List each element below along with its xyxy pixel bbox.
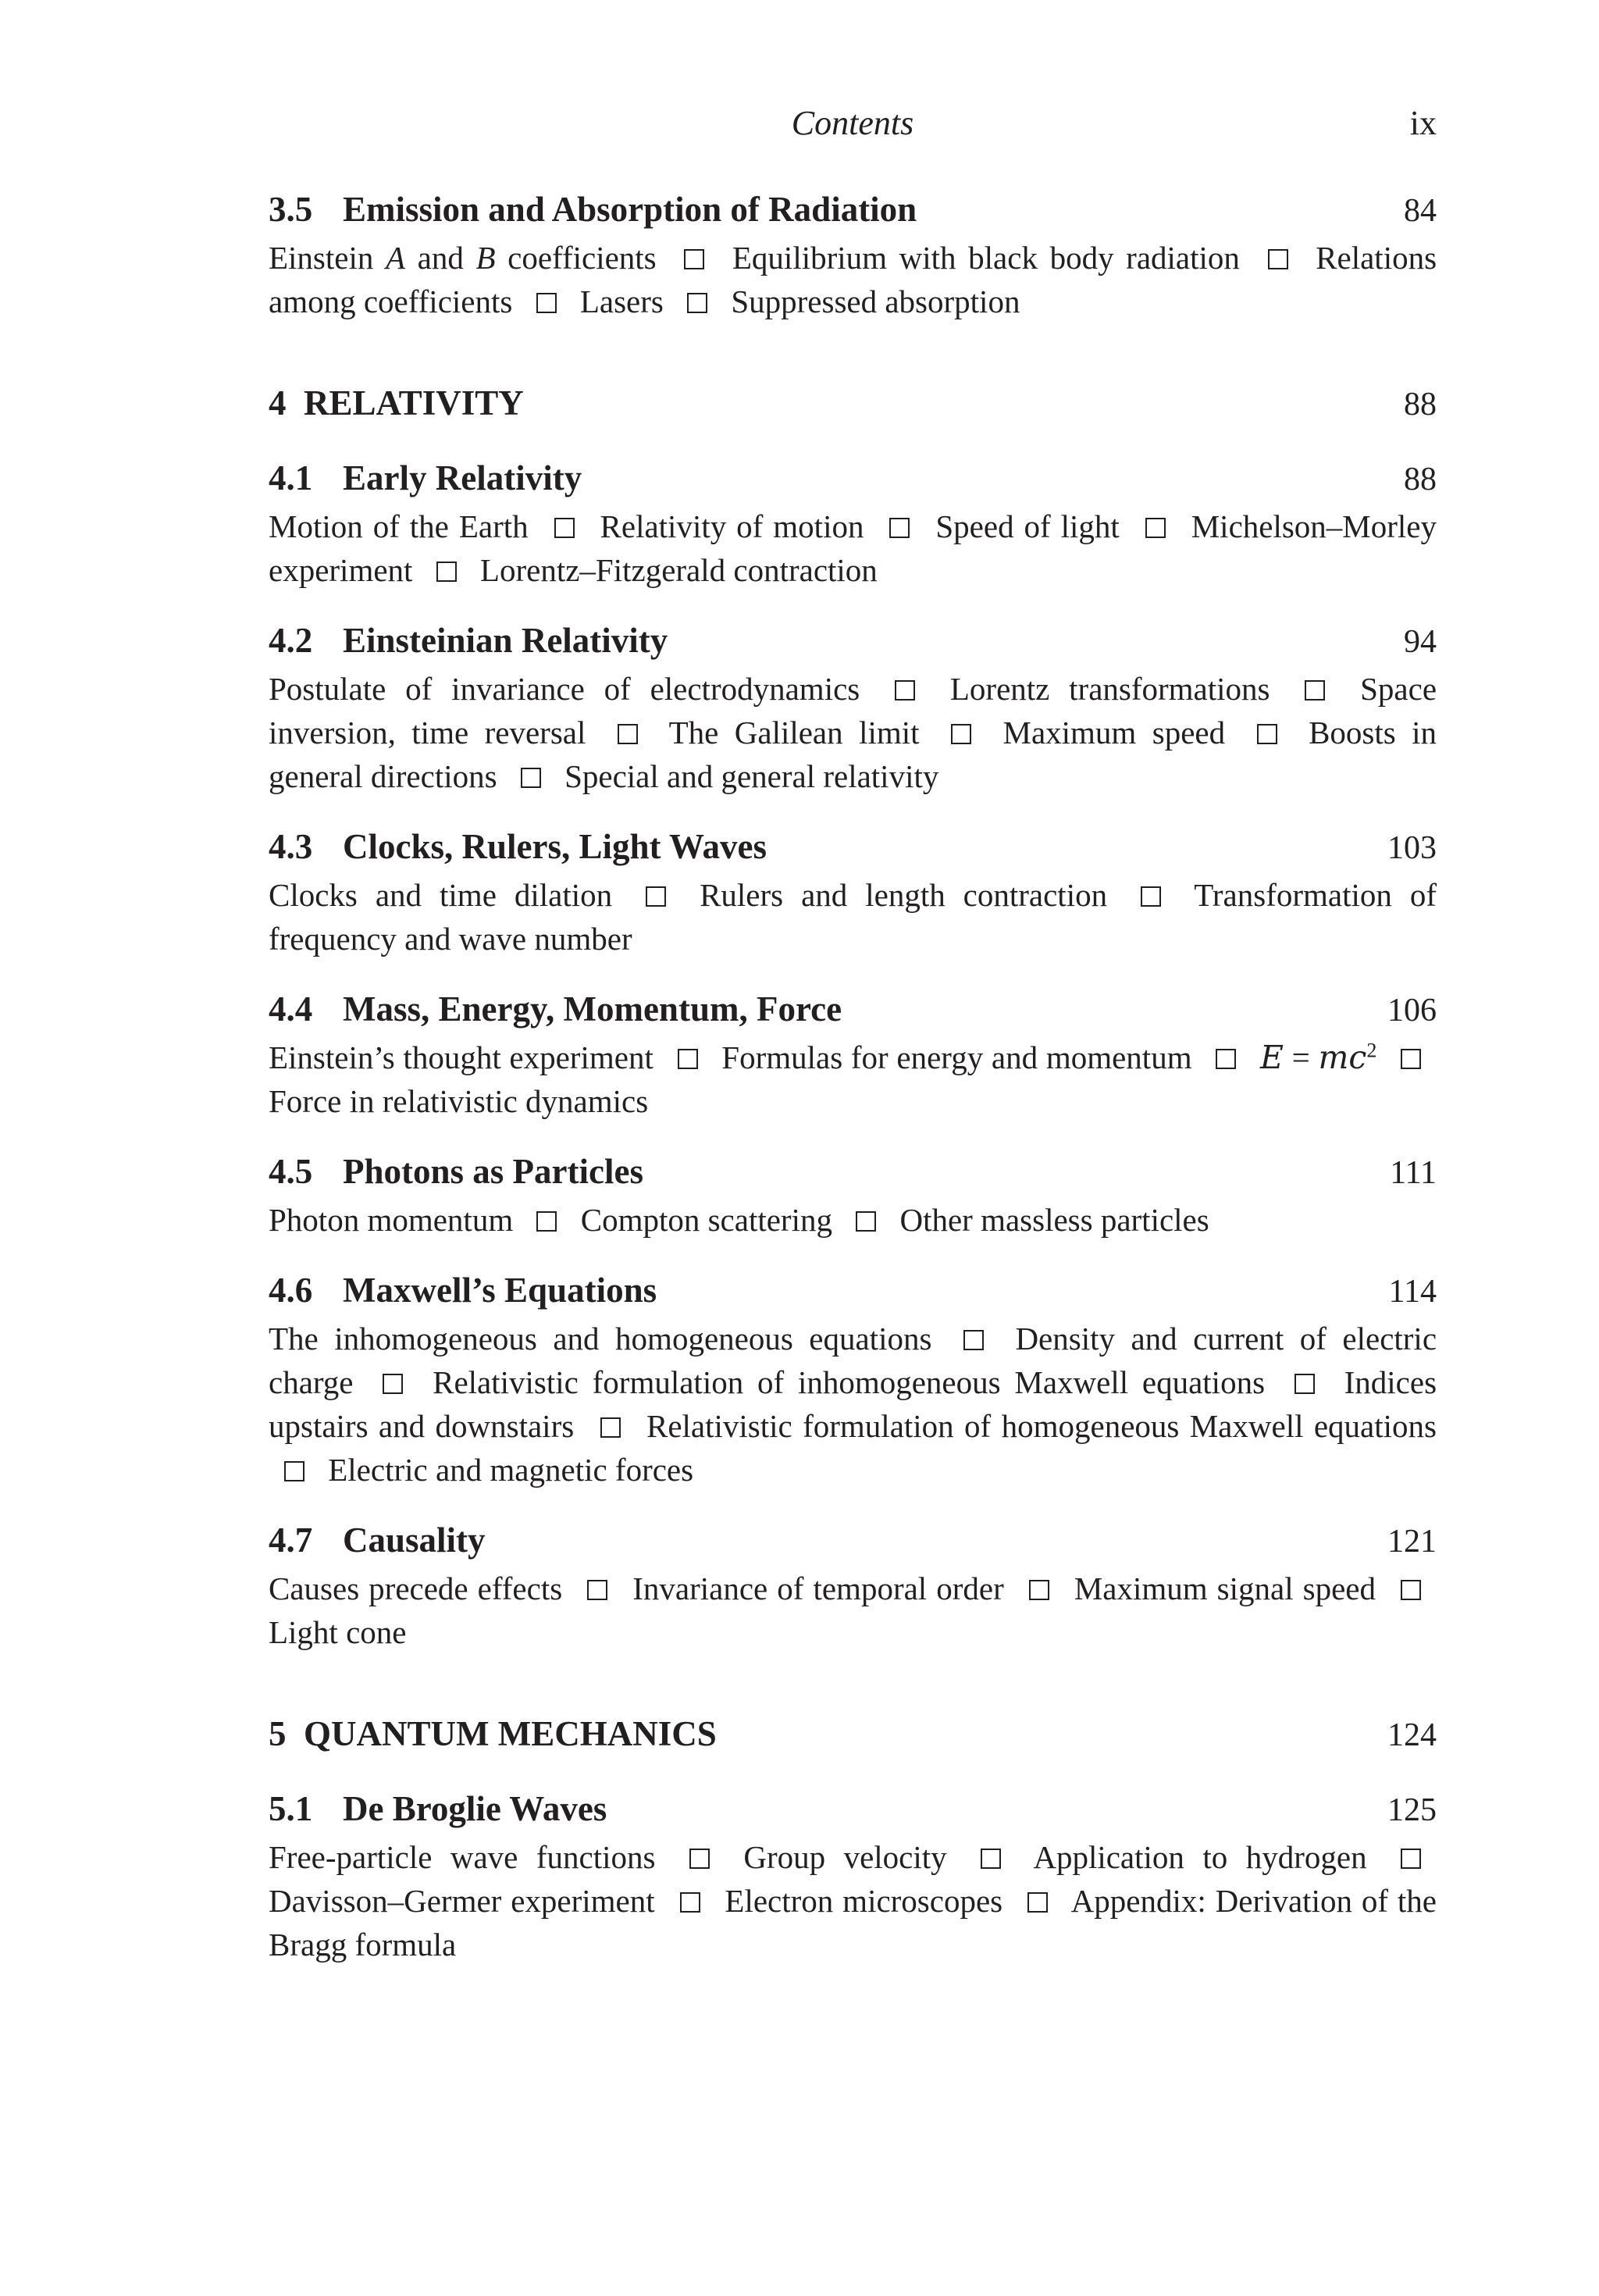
section-topics: [269, 1835, 1437, 1966]
section-title: Causality: [343, 1521, 486, 1560]
topic-separator-box-icon: [981, 1849, 1001, 1869]
section-heading[interactable]: [269, 1146, 1437, 1198]
section-page-number: 111: [1390, 1155, 1437, 1191]
toc-section: [269, 984, 1437, 1123]
page-number: ix: [1409, 104, 1437, 142]
topic-item: Electron microscopes: [725, 1883, 1003, 1919]
section-number: 4.4: [269, 989, 313, 1029]
section-topics: [269, 236, 1437, 323]
section-topics: [269, 873, 1437, 961]
topic-separator-box-icon: [951, 724, 971, 744]
toc-section: [269, 1146, 1437, 1242]
topic-separator-box-icon: [1295, 1374, 1315, 1394]
topic-item: Postulate of invariance of electrodynamics: [269, 671, 860, 707]
section-page-number: 103: [1387, 830, 1437, 866]
topic-item: Relativistic formulation of inhomogeneous Maxwell equations: [433, 1364, 1266, 1400]
section-title-group: [269, 1265, 657, 1315]
section-title-group: [269, 984, 842, 1034]
toc-section: [269, 822, 1437, 961]
section-page-number: 94: [1404, 624, 1437, 660]
topic-item: $E = mc^2$: [1260, 1039, 1377, 1076]
topic-separator-box-icon: [587, 1580, 607, 1600]
topic-item: Relations among coefficients: [269, 240, 1437, 319]
section-number: 4.5: [269, 1152, 313, 1191]
section-number: 4.2: [269, 621, 313, 660]
topic-item: Other massless particles: [899, 1202, 1209, 1238]
topic-separator-box-icon: [678, 1049, 698, 1069]
topic-separator-box-icon: [1216, 1049, 1236, 1069]
topic-item: Lorentz–Fitzgerald contraction: [479, 552, 878, 588]
topic-item: Suppressed absorption: [731, 283, 1020, 319]
topic-item: Relativity of motion: [600, 508, 864, 544]
topic-separator-box-icon: [889, 518, 910, 538]
topic-separator-box-icon: [600, 1417, 621, 1438]
section-heading[interactable]: [269, 184, 1437, 236]
section-heading[interactable]: [269, 984, 1437, 1036]
section-number: 4.6: [269, 1271, 313, 1310]
toc-section: [269, 184, 1437, 323]
section-title-group: [269, 1515, 486, 1565]
section-page-number: 106: [1387, 993, 1437, 1029]
topic-separator-box-icon: [1141, 886, 1161, 907]
topic-item: Rulers and length contraction: [700, 877, 1108, 913]
topic-item: Clocks and time dilation: [269, 877, 613, 913]
topic-item: Relativistic formulation of homogeneous Maxwell equations: [646, 1408, 1437, 1444]
topic-separator-box-icon: [689, 1849, 710, 1869]
section-page-number: 114: [1388, 1274, 1437, 1310]
topic-separator-box-icon: [1401, 1849, 1421, 1869]
topic-separator-box-icon: [536, 293, 557, 313]
section-title: Clocks, Rulers, Light Waves: [343, 827, 767, 866]
toc-section: [269, 453, 1437, 592]
section-title: Photons as Particles: [343, 1152, 643, 1191]
topic-separator-box-icon: [680, 1892, 700, 1913]
section-heading[interactable]: [269, 1515, 1437, 1567]
toc-section: [269, 1265, 1437, 1492]
section-heading[interactable]: [269, 822, 1437, 873]
topic-separator-box-icon: [684, 249, 704, 269]
topic-separator-box-icon: [536, 1211, 557, 1232]
chapter-title: 4 RELATIVITY: [269, 383, 524, 422]
section-title-group: [269, 615, 668, 665]
section-topics: [269, 1198, 1437, 1242]
topic-separator-box-icon: [1029, 1580, 1049, 1600]
topic-separator-box-icon: [856, 1211, 876, 1232]
topic-item: Space inversion, time reversal: [269, 671, 1437, 750]
section-title: Einsteinian Relativity: [343, 621, 668, 660]
topic-item: Electric and magnetic forces: [328, 1452, 694, 1488]
section-title-group: [269, 184, 917, 234]
chapter-page-number: 88: [1404, 387, 1437, 422]
toc-section: [269, 1784, 1437, 1966]
section-heading[interactable]: [269, 615, 1437, 667]
section-title: Mass, Energy, Momentum, Force: [343, 989, 842, 1029]
topic-separator-box-icon: [1305, 680, 1325, 701]
section-number: 3.5: [269, 190, 313, 229]
topic-item: Light cone: [269, 1614, 407, 1650]
topic-separator-box-icon: [618, 724, 638, 744]
topic-separator-box-icon: [1401, 1049, 1421, 1069]
topic-item: Indices upstairs and downstairs: [269, 1364, 1437, 1444]
topic-separator-box-icon: [963, 1330, 984, 1350]
topic-item: Maximum speed: [1002, 715, 1226, 750]
topic-separator-box-icon: [646, 886, 666, 907]
section-page-number: 88: [1404, 462, 1437, 497]
topic-separator-box-icon: [284, 1461, 304, 1481]
topic-separator-box-icon: [1257, 724, 1277, 744]
topic-item: Lasers: [579, 283, 664, 319]
topic-item: Speed of light: [935, 508, 1120, 544]
topic-item: Davisson–Germer experiment: [269, 1883, 655, 1919]
section-title: De Broglie Waves: [343, 1789, 607, 1828]
chapter-page-number: 124: [1387, 1717, 1437, 1753]
section-topics: [269, 1567, 1437, 1654]
topic-item: Photon momentum: [269, 1202, 514, 1238]
topic-item: Boosts in general directions: [269, 715, 1437, 794]
topic-item: Appendix: Derivation of the Bragg formula: [269, 1883, 1437, 1963]
topic-item: Causes precede effects: [269, 1570, 563, 1606]
topic-item: Group velocity: [743, 1839, 947, 1875]
toc-section: [269, 615, 1437, 798]
section-number: 5.1: [269, 1789, 313, 1828]
section-topics: [269, 504, 1437, 592]
topic-item: Einstein A and B coefficients: [269, 240, 657, 276]
topic-item: Force in relativistic dynamics: [269, 1083, 649, 1119]
section-topics: [269, 1317, 1437, 1492]
topic-separator-box-icon: [521, 768, 541, 788]
section-page-number: 121: [1387, 1524, 1437, 1560]
topic-separator-box-icon: [1027, 1892, 1048, 1913]
topic-item: Transformation of frequency and wave number: [269, 877, 1437, 957]
section-number: 4.7: [269, 1521, 313, 1560]
section-heading[interactable]: [269, 453, 1437, 504]
topic-separator-box-icon: [1268, 249, 1288, 269]
topic-separator-box-icon: [1145, 518, 1166, 538]
topic-item: Equilibrium with black body radiation: [732, 240, 1240, 276]
topic-item: Einstein’s thought experiment: [269, 1039, 653, 1075]
section-page-number: 125: [1387, 1792, 1437, 1828]
topic-separator-box-icon: [554, 518, 575, 538]
topic-separator-box-icon: [436, 562, 457, 582]
topic-separator-box-icon: [687, 293, 707, 313]
topic-item: The inhomogeneous and homogeneous equations: [269, 1321, 932, 1357]
chapter-heading[interactable]: [269, 378, 1437, 430]
topic-separator-box-icon: [1401, 1580, 1421, 1600]
topic-item: Density and current of electric charge: [269, 1321, 1437, 1400]
section-title-group: [269, 1784, 607, 1834]
toc-section: [269, 1515, 1437, 1654]
topic-item: Maximum signal speed: [1074, 1570, 1376, 1606]
section-title-group: [269, 822, 767, 872]
section-title-group: [269, 453, 582, 503]
topic-item: Special and general relativity: [564, 758, 939, 794]
section-title: Emission and Absorption of Radiation: [343, 190, 917, 229]
topic-item: Formulas for energy and momentum: [721, 1039, 1192, 1075]
topic-separator-box-icon: [895, 680, 915, 701]
topic-separator-box-icon: [383, 1374, 403, 1394]
section-title: Early Relativity: [343, 458, 582, 497]
running-title: Contents: [791, 104, 914, 142]
chapter-heading[interactable]: [269, 1709, 1437, 1760]
topic-item: Motion of the Earth: [269, 508, 529, 544]
topic-item: Lorentz transformations: [949, 671, 1270, 707]
section-page-number: 84: [1404, 193, 1437, 229]
section-number: 4.1: [269, 458, 313, 497]
topic-item: Invariance of temporal order: [632, 1570, 1004, 1606]
topic-item: The Galilean limit: [668, 715, 920, 750]
chapter-title: 5 QUANTUM MECHANICS: [269, 1714, 717, 1753]
section-topics: [269, 1036, 1437, 1123]
section-number: 4.3: [269, 827, 313, 866]
topic-item: Free-particle wave functions: [269, 1839, 656, 1875]
section-topics: [269, 667, 1437, 798]
topic-item: Application to hydrogen: [1033, 1839, 1367, 1875]
topic-item: Compton scattering: [580, 1202, 832, 1238]
section-heading[interactable]: [269, 1265, 1437, 1317]
topic-item: Michelson–Morley experiment: [269, 508, 1437, 588]
section-title-group: [269, 1146, 643, 1196]
running-header: [269, 98, 1437, 148]
section-heading[interactable]: [269, 1784, 1437, 1835]
table-of-contents: [269, 184, 1437, 1990]
section-title: Maxwell’s Equations: [343, 1271, 657, 1310]
